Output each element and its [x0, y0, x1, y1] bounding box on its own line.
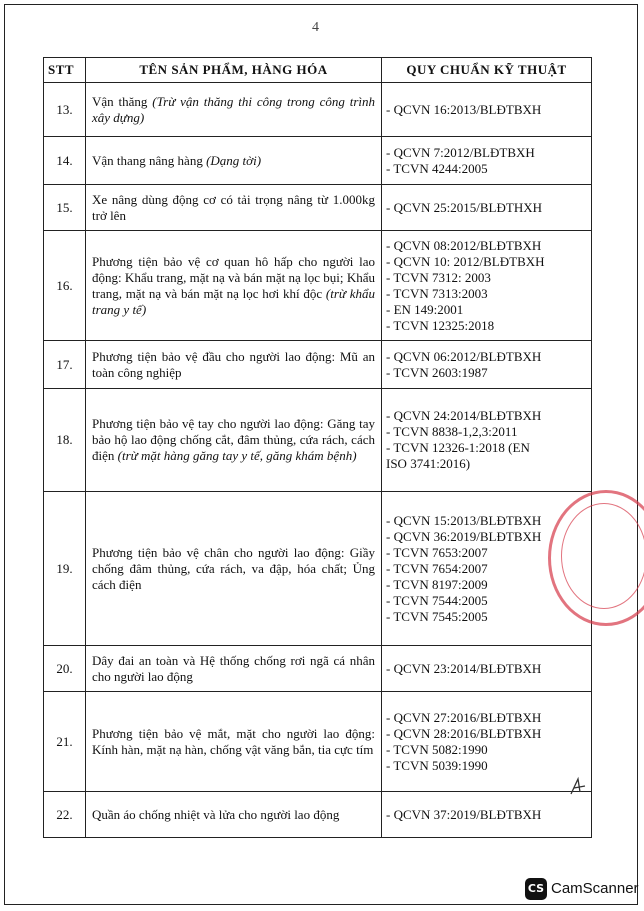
standard-item: - TCVN 8197:2009 — [386, 576, 488, 592]
header-product: TÊN SẢN PHẨM, HÀNG HÓA — [86, 58, 382, 83]
page-number: 4 — [312, 20, 319, 35]
table-row — [44, 389, 592, 492]
product-name-text: Phương tiện bảo vệ cơ quan hô hấp cho người lao động: Khẩu trang, mặt nạ và bán mặt nạ lọc bụi; Khẩu trang, mặt nạ và bán mặt nạ lọc hơi khí độc — [92, 253, 375, 301]
standard-item: - QCVN 15:2013/BLĐTBXH — [386, 512, 542, 528]
row-standards — [382, 137, 592, 185]
row-stt: 15. — [44, 185, 86, 231]
product-name-note: (trừ mặt hàng găng tay y tế, găng khám bệnh) — [117, 448, 357, 463]
table-row — [44, 692, 592, 792]
table-header-row — [44, 58, 592, 83]
row-product-name — [86, 692, 382, 792]
standard-item: - TCVN 5082:1990 — [386, 741, 488, 757]
standard-item: - QCVN 08:2012/BLĐTBXH — [386, 237, 542, 253]
product-name-text: Phương tiện bảo vệ mắt, mặt cho người lao động: Kính hàn, mặt nạ hàn, chống vật văng bắn, tia cực tím — [92, 725, 375, 757]
row-product-name — [86, 646, 382, 692]
row-product-name — [86, 185, 382, 231]
header-standard: QUY CHUẨN KỸ THUẬT — [382, 58, 592, 83]
stamp-inner-ring — [561, 503, 644, 609]
table-row — [44, 492, 592, 646]
row-product-name — [86, 341, 382, 389]
standard-item: - TCVN 2603:1987 — [386, 364, 488, 380]
row-standards — [382, 341, 592, 389]
standard-item: - TCVN 5039:1990 — [386, 757, 488, 773]
standard-item: - QCVN 10: 2012/BLĐTBXH — [386, 253, 545, 269]
product-standards-table — [43, 57, 592, 838]
standard-item: - TCVN 7313:2003 — [386, 285, 488, 301]
standard-item: - TCVN 7654:2007 — [386, 560, 488, 576]
row-standards — [382, 185, 592, 231]
header-stt: STT — [44, 58, 86, 83]
table-row — [44, 83, 592, 137]
row-standards — [382, 792, 592, 838]
standard-item: ISO 3741:2016) — [386, 456, 471, 471]
standard-item: - TCVN 12326-1:2018 (EN — [386, 440, 530, 455]
table-row — [44, 137, 592, 185]
standard-item: - QCVN 7:2012/BLĐTBXH — [386, 144, 535, 160]
product-name-text: Quần áo chống nhiệt và lửa cho người lao động — [92, 806, 340, 822]
row-stt: 20. — [44, 646, 86, 692]
row-stt: 13. — [44, 83, 86, 137]
row-product-name — [86, 389, 382, 492]
row-stt: 17. — [44, 341, 86, 389]
product-name-text: Phương tiện bảo vệ đầu cho người lao động: Mũ an toàn công nghiệp — [92, 348, 375, 380]
product-name-text: Vận thăng — [92, 93, 153, 109]
standard-item: - TCVN 7312: 2003 — [386, 269, 491, 285]
product-name-text: Phương tiện bảo vệ chân cho người lao động: Giầy chống đâm thủng, cứa rách, va đập, hóa chất; Ủng cách điện — [92, 544, 375, 592]
standard-item: - TCVN 7545:2005 — [386, 608, 488, 624]
row-standards — [382, 231, 592, 341]
standard-item: - QCVN 27:2016/BLĐTBXH — [386, 709, 542, 725]
standard-item: - TCVN 7653:2007 — [386, 544, 488, 560]
table-row — [44, 646, 592, 692]
product-name-note: (Trừ vận thăng thi công trong công trình xây dựng) — [92, 93, 376, 125]
product-name-note: (trừ khẩu trang y tế) — [92, 285, 375, 317]
table-row — [44, 185, 592, 231]
standard-item: - QCVN 23:2014/BLĐTBXH — [386, 660, 542, 676]
product-name-text: Vận thang nâng hàng — [92, 152, 207, 168]
table-row — [44, 792, 592, 838]
standard-item: - QCVN 16:2013/BLĐTBXH — [386, 101, 542, 117]
initial-signature — [568, 776, 588, 798]
standard-item: - TCVN 7544:2005 — [386, 592, 488, 608]
standard-item: - QCVN 24:2014/BLĐTBXH — [386, 408, 542, 423]
row-standards — [382, 646, 592, 692]
row-stt: 22. — [44, 792, 86, 838]
standard-item: - QCVN 06:2012/BLĐTBXH — [386, 348, 542, 364]
standard-item: - TCVN 12325:2018 — [386, 317, 495, 333]
standard-item: - QCVN 37:2019/BLĐTBXH — [386, 806, 542, 822]
row-product-name — [86, 792, 382, 838]
standard-item: - QCVN 36:2019/BLĐTBXH — [386, 528, 542, 544]
standard-item: - TCVN 4244:2005 — [386, 160, 488, 176]
product-name-text: Dây đai an toàn và Hệ thống chống rơi ngã cá nhân cho người lao động — [92, 652, 375, 684]
table-row — [44, 231, 592, 341]
standard-item: - QCVN 28:2016/BLĐTBXH — [386, 725, 542, 741]
camscanner-brand: CamScanner — [551, 880, 639, 897]
row-product-name — [86, 231, 382, 341]
product-name-text: Xe nâng dùng động cơ có tải trọng nâng từ 1.000kg trở lên — [92, 191, 375, 223]
row-standards — [382, 83, 592, 137]
row-product-name — [86, 137, 382, 185]
standard-item: - QCVN 25:2015/BLĐTHXH — [386, 199, 542, 215]
standard-item: - TCVN 8838-1,2,3:2011 — [386, 424, 518, 439]
product-name-text: Phương tiện bảo vệ tay cho người lao động: Găng tay bảo hộ lao động chống cắt, đâm thủng, cứa rách, cách điện — [92, 416, 375, 463]
row-product-name — [86, 492, 382, 646]
camscanner-logo: CS — [525, 878, 547, 900]
row-stt: 16. — [44, 231, 86, 341]
row-product-name — [86, 83, 382, 137]
standard-item: - EN 149:2001 — [386, 301, 464, 317]
table-row — [44, 341, 592, 389]
row-stt: 19. — [44, 492, 86, 646]
row-stt: 21. — [44, 692, 86, 792]
row-stt: 18. — [44, 389, 86, 492]
product-name-note: (Dạng tời) — [206, 152, 262, 168]
row-stt: 14. — [44, 137, 86, 185]
row-standards — [382, 692, 592, 792]
row-standards — [382, 389, 592, 492]
